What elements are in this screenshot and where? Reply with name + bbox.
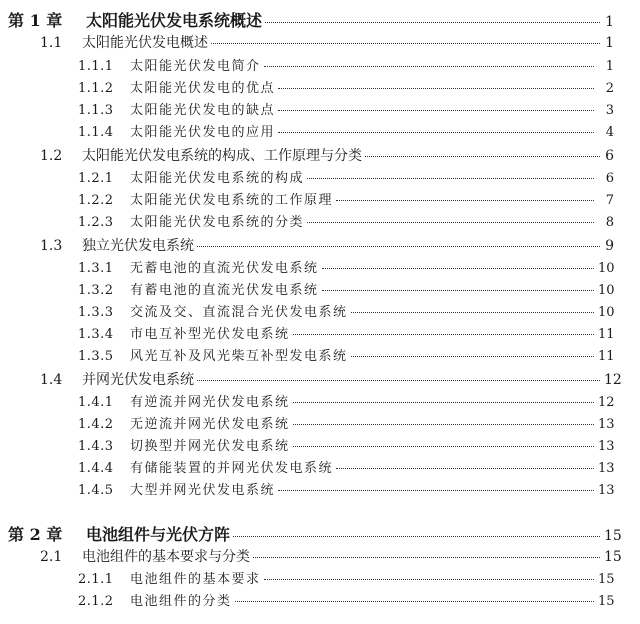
dot-leader [278, 88, 594, 89]
entry-title: 太阳能光伏发电系统的分类 [130, 215, 305, 230]
entry-number: 1.2 [40, 148, 63, 164]
page-number: 1 [605, 14, 614, 30]
page-number: 1 [605, 59, 614, 74]
entry-number: 第 1 章 [8, 11, 63, 30]
page-number: 10 [598, 283, 615, 298]
toc-section-entry [0, 145, 640, 165]
dot-leader [278, 490, 594, 491]
dot-leader [307, 178, 594, 179]
page-number: 10 [598, 305, 615, 320]
entry-title: 无蓄电池的直流光伏发电系统 [130, 261, 319, 276]
entry-title: 有储能装置的并网光伏发电系统 [130, 461, 334, 476]
dot-leader [233, 536, 600, 537]
toc-section-entry [0, 235, 640, 255]
entry-number: 1.4.2 [78, 417, 114, 432]
entry-number: 1.1 [40, 35, 63, 51]
entry-title: 太阳能光伏发电系统概述 [86, 11, 263, 30]
entry-number: 1.4.5 [78, 483, 114, 498]
dot-leader [322, 290, 594, 291]
entry-number: 1.1.1 [78, 59, 114, 74]
page-number: 2 [605, 81, 614, 96]
toc-subsection-entry [0, 55, 640, 74]
dot-leader [264, 66, 594, 67]
entry-number: 1.3.2 [78, 283, 114, 298]
dot-leader [307, 222, 594, 223]
dot-leader [293, 446, 594, 447]
toc-subsection-entry [0, 479, 640, 498]
entry-title: 太阳能光伏发电的缺点 [130, 103, 276, 118]
page-number: 11 [598, 349, 615, 364]
page-number: 7 [605, 193, 614, 208]
entry-number: 1.3.4 [78, 327, 114, 342]
entry-title: 交流及交、直流混合光伏发电系统 [130, 305, 348, 320]
dot-leader [293, 334, 594, 335]
entry-title: 太阳能光伏发电的优点 [130, 81, 276, 96]
entry-title: 切换型并网光伏发电系统 [130, 439, 290, 454]
entry-title: 电池组件的基本要求 [130, 572, 261, 587]
entry-title: 电池组件的分类 [130, 594, 232, 609]
dot-leader [336, 200, 594, 201]
page-number: 15 [598, 594, 615, 609]
entry-number: 1.2.1 [78, 171, 114, 186]
entry-title: 太阳能光伏发电概述 [82, 35, 208, 51]
entry-title: 市电互补型光伏发电系统 [130, 327, 290, 342]
toc-subsection-entry [0, 167, 640, 186]
entry-title: 有蓄电池的直流光伏发电系统 [130, 283, 319, 298]
toc-chapter-entry [0, 522, 640, 545]
dot-leader [278, 110, 594, 111]
toc-subsection-entry [0, 301, 640, 320]
entry-number: 1.1.2 [78, 81, 114, 96]
toc-subsection-entry [0, 77, 640, 96]
toc-subsection-entry [0, 99, 640, 118]
entry-title: 电池组件与光伏方阵 [86, 525, 231, 544]
entry-number: 1.2.3 [78, 215, 114, 230]
toc-section-entry [0, 369, 640, 389]
dot-leader [197, 380, 600, 381]
entry-number: 第 2 章 [8, 525, 63, 544]
page-number: 15 [604, 549, 622, 565]
dot-leader [322, 268, 594, 269]
entry-title: 大型并网光伏发电系统 [130, 483, 276, 498]
dot-leader [351, 356, 594, 357]
page-number: 4 [605, 125, 614, 140]
toc-subsection-entry [0, 189, 640, 208]
toc-subsection-entry [0, 457, 640, 476]
entry-number: 1.1.3 [78, 103, 114, 118]
entry-title: 太阳能光伏发电系统的构成、工作原理与分类 [82, 148, 362, 164]
page-number: 3 [605, 103, 614, 118]
toc-subsection-entry [0, 391, 640, 410]
toc-section-entry [0, 32, 640, 52]
entry-number: 1.2.2 [78, 193, 114, 208]
page-number: 13 [598, 439, 615, 454]
dot-leader [265, 22, 600, 23]
entry-title: 太阳能光伏发电的应用 [130, 125, 276, 140]
entry-title: 太阳能光伏发电系统的工作原理 [130, 193, 334, 208]
toc-subsection-entry [0, 323, 640, 342]
toc-section-entry [0, 546, 640, 566]
toc-chapter-entry [0, 8, 640, 31]
dot-leader [197, 246, 600, 247]
toc-subsection-entry [0, 435, 640, 454]
toc-subsection-entry [0, 211, 640, 230]
entry-number: 2.1.2 [78, 594, 114, 609]
entry-number: 1.4 [40, 372, 63, 388]
entry-number: 1.4.1 [78, 395, 114, 410]
entry-number: 1.4.3 [78, 439, 114, 454]
entry-title: 有逆流并网光伏发电系统 [130, 395, 290, 410]
page-number: 6 [605, 148, 614, 164]
dot-leader [253, 557, 600, 558]
dot-leader [365, 156, 600, 157]
page-number: 6 [605, 171, 614, 186]
dot-leader [278, 132, 594, 133]
page-number: 12 [598, 395, 615, 410]
toc-subsection-entry [0, 121, 640, 140]
dot-leader [235, 601, 594, 602]
dot-leader [264, 579, 594, 580]
toc-subsection-entry [0, 590, 640, 609]
page-number: 8 [605, 215, 614, 230]
entry-number: 2.1 [40, 549, 63, 565]
dot-leader [351, 312, 594, 313]
page-number: 15 [604, 528, 622, 544]
toc-subsection-entry [0, 568, 640, 587]
page-number: 1 [605, 35, 614, 51]
entry-title: 电池组件的基本要求与分类 [82, 549, 250, 565]
dot-leader [293, 402, 594, 403]
toc-subsection-entry [0, 413, 640, 432]
entry-number: 1.3.1 [78, 261, 114, 276]
entry-number: 1.1.4 [78, 125, 114, 140]
entry-title: 并网光伏发电系统 [82, 372, 194, 388]
dot-leader [336, 468, 594, 469]
entry-title: 独立光伏发电系统 [82, 238, 194, 254]
toc-subsection-entry [0, 345, 640, 364]
dot-leader [293, 424, 594, 425]
entry-title: 太阳能光伏发电简介 [130, 59, 261, 74]
entry-number: 1.3.5 [78, 349, 114, 364]
dot-leader [211, 43, 600, 44]
page-number: 13 [598, 461, 615, 476]
entry-number: 1.3 [40, 238, 63, 254]
entry-number: 2.1.1 [78, 572, 114, 587]
page-number: 10 [598, 261, 615, 276]
entry-title: 太阳能光伏发电系统的构成 [130, 171, 305, 186]
page-number: 15 [598, 572, 615, 587]
page-number: 11 [598, 327, 615, 342]
entry-title: 风光互补及风光柴互补型发电系统 [130, 349, 348, 364]
entry-number: 1.3.3 [78, 305, 114, 320]
entry-title: 无逆流并网光伏发电系统 [130, 417, 290, 432]
page-number: 9 [605, 238, 614, 254]
page-number: 13 [598, 417, 615, 432]
page-number: 13 [598, 483, 615, 498]
entry-number: 1.4.4 [78, 461, 114, 476]
page-number: 12 [604, 372, 622, 388]
toc-subsection-entry [0, 257, 640, 276]
toc-subsection-entry [0, 279, 640, 298]
